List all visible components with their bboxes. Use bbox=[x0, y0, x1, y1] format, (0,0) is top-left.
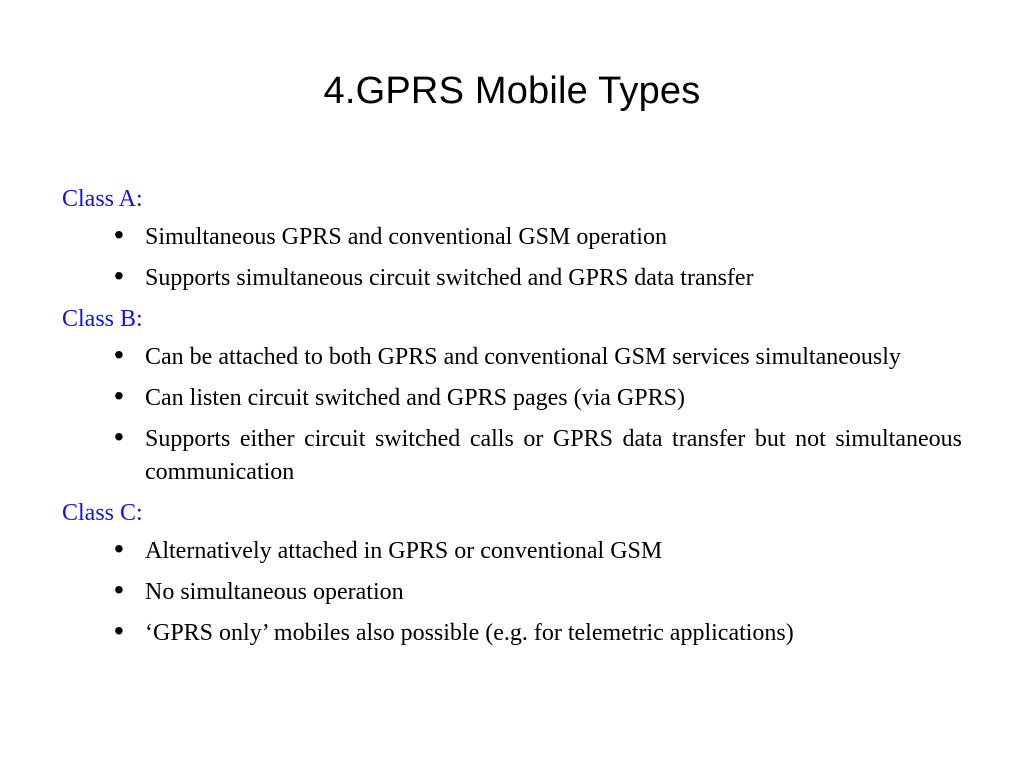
bullet-item bbox=[62, 535, 962, 568]
bullet-icon: • bbox=[114, 219, 124, 250]
bullet-text: Supports simultaneous circuit switched and GPRS data transfer bbox=[145, 265, 754, 291]
bullet-item bbox=[62, 382, 962, 415]
bullet-item bbox=[62, 576, 962, 609]
class-a-bullet-list bbox=[62, 221, 962, 295]
class-b-heading: Class B: bbox=[62, 306, 143, 332]
bullet-icon: • bbox=[114, 380, 124, 411]
class-c-section bbox=[62, 497, 962, 650]
slide-title: 4.GPRS Mobile Types bbox=[323, 70, 701, 112]
bullet-icon: • bbox=[114, 615, 124, 646]
bullet-item bbox=[62, 221, 962, 254]
bullet-text: No simultaneous operation bbox=[145, 579, 404, 605]
bullet-icon: • bbox=[114, 339, 124, 370]
bullet-item bbox=[62, 617, 962, 650]
bullet-item bbox=[62, 423, 962, 489]
bullet-text: Alternatively attached in GPRS or conventional GSM bbox=[145, 538, 663, 564]
bullet-text: Simultaneous GPRS and conventional GSM operation bbox=[145, 224, 667, 250]
class-c-bullet-list bbox=[62, 535, 962, 650]
bullet-icon: • bbox=[114, 260, 124, 291]
bullet-text: Can be attached to both GPRS and conventional GSM services simultaneously bbox=[145, 344, 901, 370]
bullet-text: Supports either circuit switched calls or GPRS data transfer but not simultaneous communication bbox=[145, 426, 962, 485]
bullet-icon: • bbox=[114, 533, 124, 564]
bullet-item bbox=[62, 262, 962, 295]
slide-content bbox=[62, 183, 962, 658]
class-c-heading: Class C: bbox=[62, 500, 143, 526]
bullet-icon: • bbox=[114, 421, 124, 452]
bullet-text: Can listen circuit switched and GPRS pages (via GPRS) bbox=[145, 385, 685, 411]
bullet-text: ‘GPRS only’ mobiles also possible (e.g. for telemetric applications) bbox=[145, 620, 794, 646]
bullet-icon: • bbox=[114, 574, 124, 605]
class-a-section bbox=[62, 183, 962, 295]
class-a-heading: Class A: bbox=[62, 186, 143, 212]
class-b-section bbox=[62, 303, 962, 489]
class-b-bullet-list bbox=[62, 341, 962, 489]
bullet-item bbox=[62, 341, 962, 374]
